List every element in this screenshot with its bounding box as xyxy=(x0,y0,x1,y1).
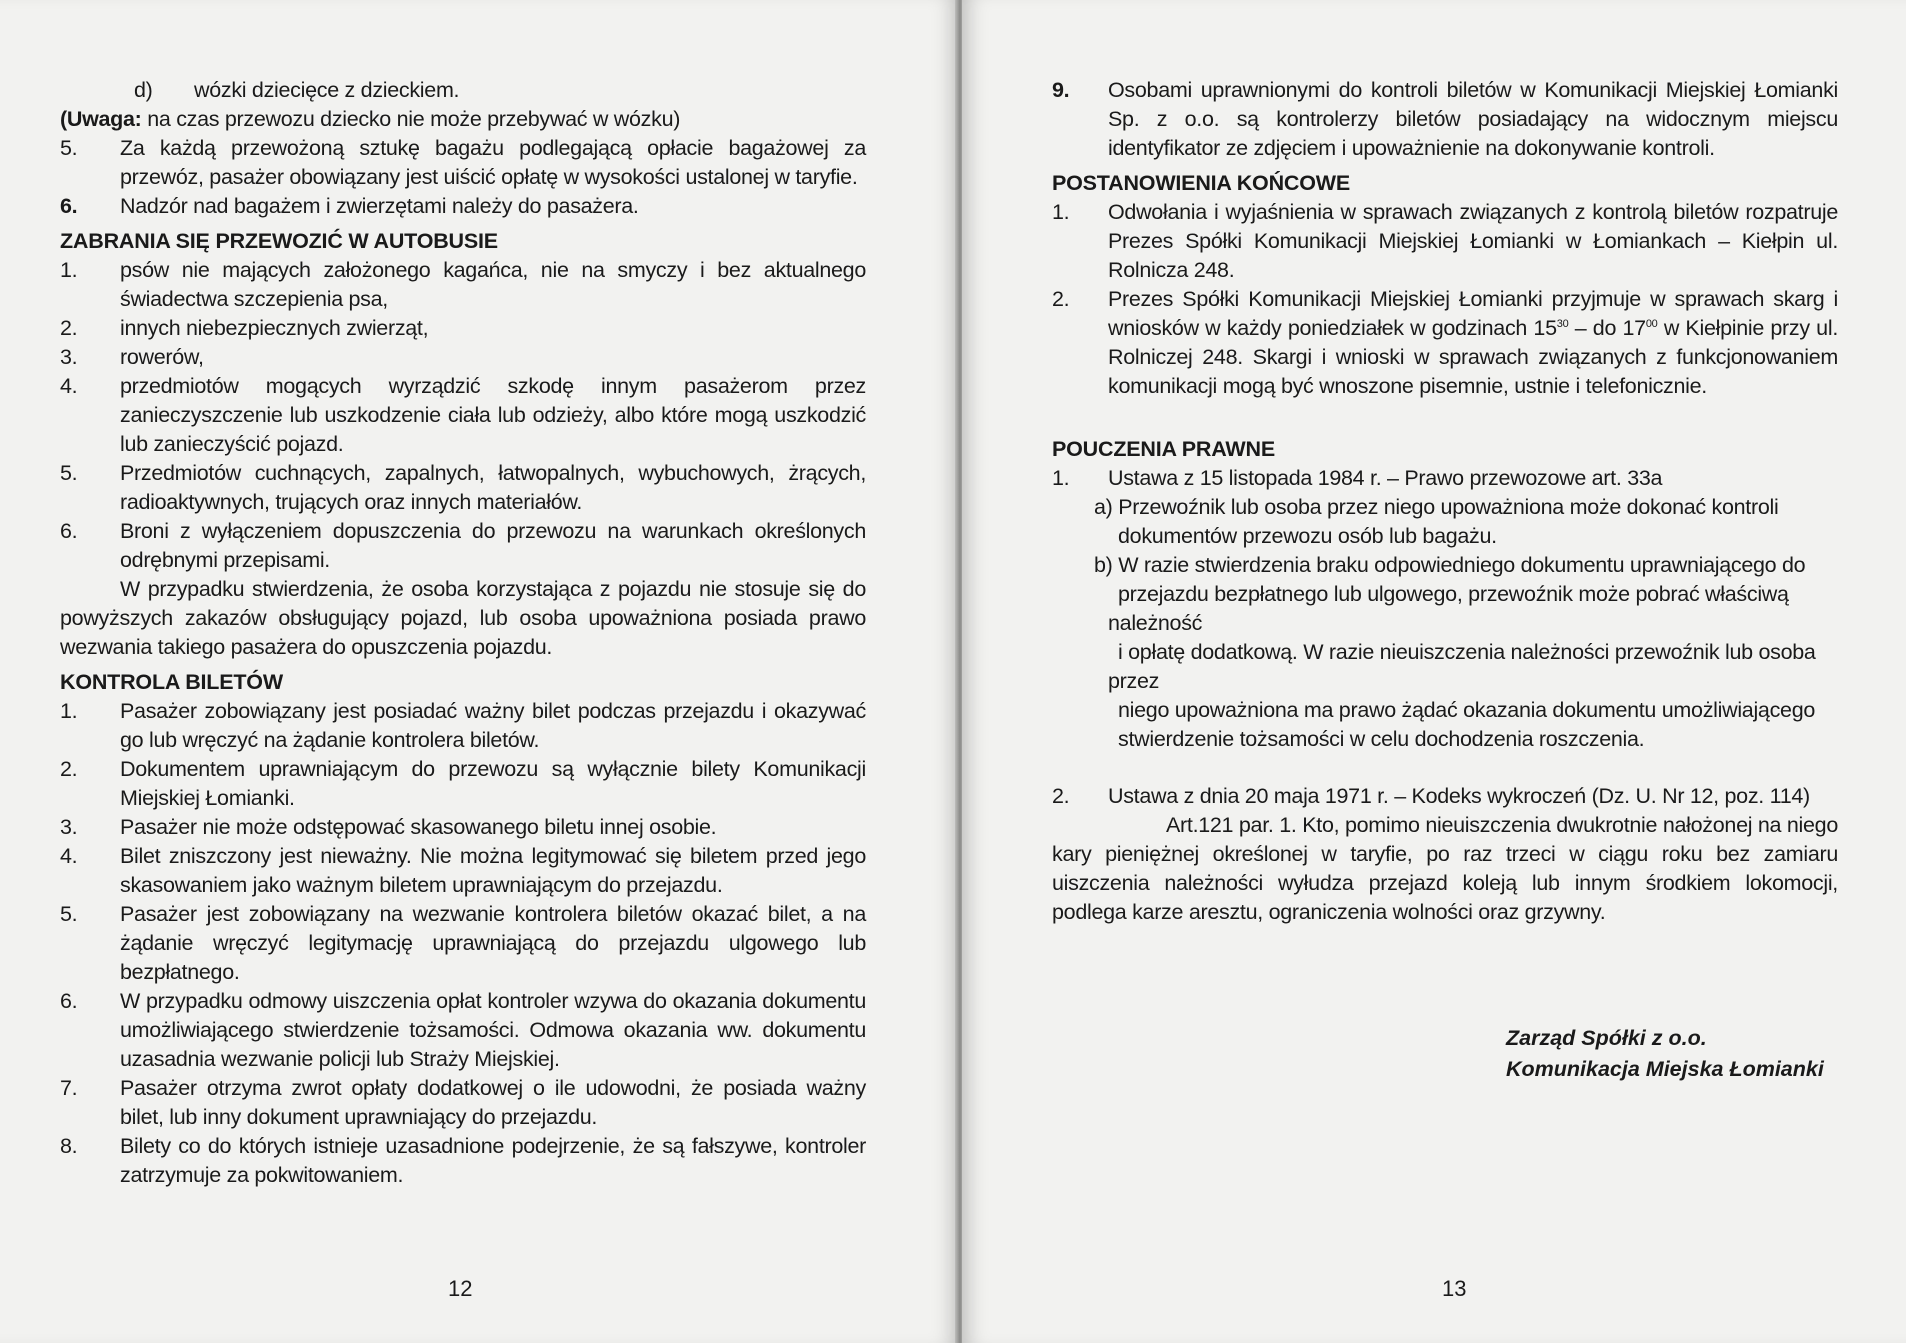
section-heading-pouczenia: POUCZENIA PRAWNE xyxy=(1052,437,1275,461)
list-item xyxy=(60,813,866,842)
superscript: 30 xyxy=(1556,318,1569,330)
sub-item-b-cont: należność xyxy=(1108,611,1203,635)
sub-item-b-cont: niego upoważniona ma prawo żądać okazania dokumentu umożliwiającego xyxy=(1118,698,1816,722)
item-text: psów nie mających założonego kagańca, nie na smyczy i bez aktualnego świadectwa szczepienia psa, xyxy=(120,258,866,311)
item-number: 5. xyxy=(60,136,78,160)
item-number: 3. xyxy=(60,345,78,369)
item-text: Nadzór nad bagażem i zwierzętami należy do pasażera. xyxy=(120,194,639,218)
note-paragraph xyxy=(60,105,866,134)
item-number: 2. xyxy=(60,316,78,340)
item-text: Pasażer zobowiązany jest posiadać ważny bilet podczas przejazdu i okazywać go lub wręczyć na żądanie kontrolera biletów. xyxy=(120,699,866,752)
text-segment: Prezes Spółki Komunikacji Miejskiej Łomianki przyjmuje w sprawach skarg i wniosków w każdy poniedziałek w godzinach 15 xyxy=(1108,287,1838,340)
note-label: (Uwaga: xyxy=(60,107,142,131)
list-item xyxy=(60,76,866,105)
list-item xyxy=(60,134,866,192)
item-text: Pasażer otrzyma zwrot opłaty dodatkowej o ile udowodni, że posiada ważny bilet, lub inny dokument uprawniający do przejazdu. xyxy=(120,1076,866,1129)
item-number: 6. xyxy=(60,989,78,1013)
item-number: 1. xyxy=(60,699,78,723)
item-text: rowerów, xyxy=(120,345,204,369)
item-text: Pasażer nie może odstępować skasowanego biletu innej osobie. xyxy=(120,815,717,839)
list-item xyxy=(1052,198,1838,285)
right-page xyxy=(962,0,1906,1343)
item-number: 2. xyxy=(60,757,78,781)
section-heading-postanowienia: POSTANOWIENIA KOŃCOWE xyxy=(1052,171,1350,195)
item-text: W przypadku odmowy uiszczenia opłat kontroler wzywa do okazania dokumentu umożliwiającego stwierdzenie tożsamości. Odmowa okazania ww. dokumentu uzasadnia wezwanie policji lub Straży Miejskiej. xyxy=(120,989,866,1071)
item-number: 7. xyxy=(60,1076,78,1100)
sub-item-a-cont: dokumentów przewozu osób lub bagażu. xyxy=(1118,524,1497,548)
list-item xyxy=(1052,464,1838,493)
right-page-content xyxy=(1052,76,1838,927)
zabrania-list xyxy=(60,256,866,575)
item-text: Bilety co do których istnieje uzasadnione podejrzenie, że są fałszywe, kontroler zatrzymuje za pokwitowaniem. xyxy=(120,1134,866,1187)
list-item xyxy=(60,314,866,343)
item-text: Osobami uprawnionymi do kontroli biletów w Komunikacji Miejskiej Łomianki Sp. z o.o. są kontrolerzy biletów posiadający na widocznym miejscu identyfikator ze zdjęciem i upoważnienie na dokonywanie kontroli. xyxy=(1108,78,1838,160)
list-item xyxy=(60,755,866,813)
list-item xyxy=(60,192,866,221)
list-item xyxy=(60,1074,866,1132)
item-number: 1. xyxy=(1052,466,1070,490)
item-text xyxy=(1108,285,1838,401)
item-number: 5. xyxy=(60,902,78,926)
item-text: Przedmiotów cuchnących, zapalnych, łatwopalnych, wybuchowych, żrących, radioaktywnych, trujących oraz innych materiałów. xyxy=(120,461,866,514)
item-text: Odwołania i wyjaśnienia w sprawach związanych z kontrolą biletów rozpatruje Prezes Spółki Komunikacji Miejskiej Łomianki w Łomiankach – Kiełpin ul. Rolnicza 248. xyxy=(1108,200,1838,282)
sub-item-a: a) Przewoźnik lub osoba przez niego upoważniona może dokonać kontroli xyxy=(1094,495,1779,519)
signature-line: Komunikacja Miejska Łomianki xyxy=(1506,1057,1824,1081)
signature-block xyxy=(1506,1023,1824,1085)
list-item xyxy=(60,900,866,987)
item-number: 9. xyxy=(1052,78,1070,102)
item-text: Dokumentem uprawniającym do przewozu są wyłącznie bilety Komunikacji Miejskiej Łomianki. xyxy=(120,757,866,810)
list-item xyxy=(60,987,866,1074)
text-segment: – do 17 xyxy=(1568,316,1646,340)
spacer xyxy=(1052,401,1838,429)
section-heading-zabrania: ZABRANIA SIĘ PRZEWOZIĆ W AUTOBUSIE xyxy=(60,229,498,253)
list-item xyxy=(60,517,866,575)
item-text: przedmiotów mogących wyrządzić szkodę innym pasażerom przez zanieczyszczenie lub uszkodzenie ciała lub odzieży, albo które mogą uszkodzić lub zanieczyścić pojazd. xyxy=(120,374,866,456)
list-item xyxy=(1052,285,1838,401)
list-item xyxy=(60,842,866,900)
item-number: 2. xyxy=(1052,784,1070,808)
item-number: d) xyxy=(134,78,153,102)
item-text: wózki dziecięce z dzieckiem. xyxy=(194,78,460,102)
note-text: na czas przewozu dziecko nie może przebywać w wózku) xyxy=(141,107,681,131)
list-item xyxy=(60,697,866,755)
list-item xyxy=(60,256,866,314)
sub-item-b-cont: i opłatę dodatkową. W razie nieuiszczenia należności przewoźnik lub osoba xyxy=(1118,640,1816,664)
text-segment: w Kiełpinie przy ul. Rolniczej 248. Skargi i wnioski w sprawach związanych z funkcjonowaniem komunikacji mogą być wnoszone pisemnie, ustnie i telefonicznie. xyxy=(1108,316,1838,398)
item-text: Ustawa z 15 listopada 1984 r. – Prawo przewozowe art. 33a xyxy=(1108,466,1663,490)
item-text: Za każdą przewożoną sztukę bagażu podlegającą opłacie bagażowej za przewóz, pasażer obowiązany jest uiścić opłatę w wysokości ustalonej w taryfie. xyxy=(120,136,866,189)
item-number: 5. xyxy=(60,461,78,485)
item-text: Pasażer jest zobowiązany na wezwanie kontrolera biletów okazać bilet, a na żądanie wręczyć legitymację uprawniającą do przejazdu ulgowego lub bezpłatnego. xyxy=(120,902,866,984)
superscript: 00 xyxy=(1645,318,1658,330)
kontrola-list xyxy=(60,697,866,1190)
item-text: innych niebezpiecznych zwierząt, xyxy=(120,316,429,340)
list-item xyxy=(60,1132,866,1190)
list-item xyxy=(1052,76,1838,163)
left-page-content xyxy=(60,76,866,1190)
sub-item-b: b) W razie stwierdzenia braku odpowiedniego dokumentu uprawniającego do xyxy=(1094,553,1806,577)
item-number: 8. xyxy=(60,1134,78,1158)
item-number: 3. xyxy=(60,815,78,839)
sub-item-b-cont: przejazdu bezpłatnego lub ulgowego, przewoźnik może pobrać właściwą xyxy=(1118,582,1789,606)
page-number: 13 xyxy=(1442,1276,1467,1301)
item-number: 1. xyxy=(1052,200,1070,224)
list-item xyxy=(60,459,866,517)
sub-item-b-cont: stwierdzenie tożsamości w celu dochodzenia roszczenia. xyxy=(1118,727,1645,751)
item-number: 2. xyxy=(1052,287,1070,311)
article-paragraph: Art.121 par. 1. Kto, pomimo nieuiszczenia dwukrotnie nałożonej na niego kary pieniężnej określonej w taryfie, po raz trzeci w ciągu roku bez zamiaru uiszczenia należności wyłudza przejazd koleją lub innym środkiem lokomocji, podlega karze aresztu, ograniczenia wolności oraz grzywny. xyxy=(1052,813,1838,924)
item-text: Broni z wyłączeniem dopuszczenia do przewozu na warunkach określonych odrębnymi przepisami. xyxy=(120,519,866,572)
item-number: 6. xyxy=(60,194,78,218)
item-text: Bilet zniszczony jest nieważny. Nie można legitymować się biletem przed jego skasowaniem jako ważnym biletem uprawniającym do przejazdu. xyxy=(120,844,866,897)
list-item xyxy=(60,343,866,372)
list-item xyxy=(60,372,866,459)
item-number: 4. xyxy=(60,374,78,398)
page-number: 12 xyxy=(448,1276,473,1301)
sub-item-b-cont: przez xyxy=(1108,669,1160,693)
zabrania-note: W przypadku stwierdzenia, że osoba korzystająca z pojazdu nie stosuje się do powyższych zakazów obsługujący pojazd, lub osoba upoważniona posiada prawo wezwania takiego pasażera do opuszczenia pojazdu. xyxy=(60,577,866,659)
section-heading-kontrola: KONTROLA BILETÓW xyxy=(60,670,283,694)
signature-line: Zarząd Spółki z o.o. xyxy=(1506,1026,1707,1050)
item-number: 1. xyxy=(60,258,78,282)
item-text: Ustawa z dnia 20 maja 1971 r. – Kodeks wykroczeń (Dz. U. Nr 12, poz. 114) xyxy=(1108,784,1810,808)
spacer xyxy=(1052,754,1838,782)
item-number: 4. xyxy=(60,844,78,868)
list-item xyxy=(1052,782,1838,811)
item-number: 6. xyxy=(60,519,78,543)
